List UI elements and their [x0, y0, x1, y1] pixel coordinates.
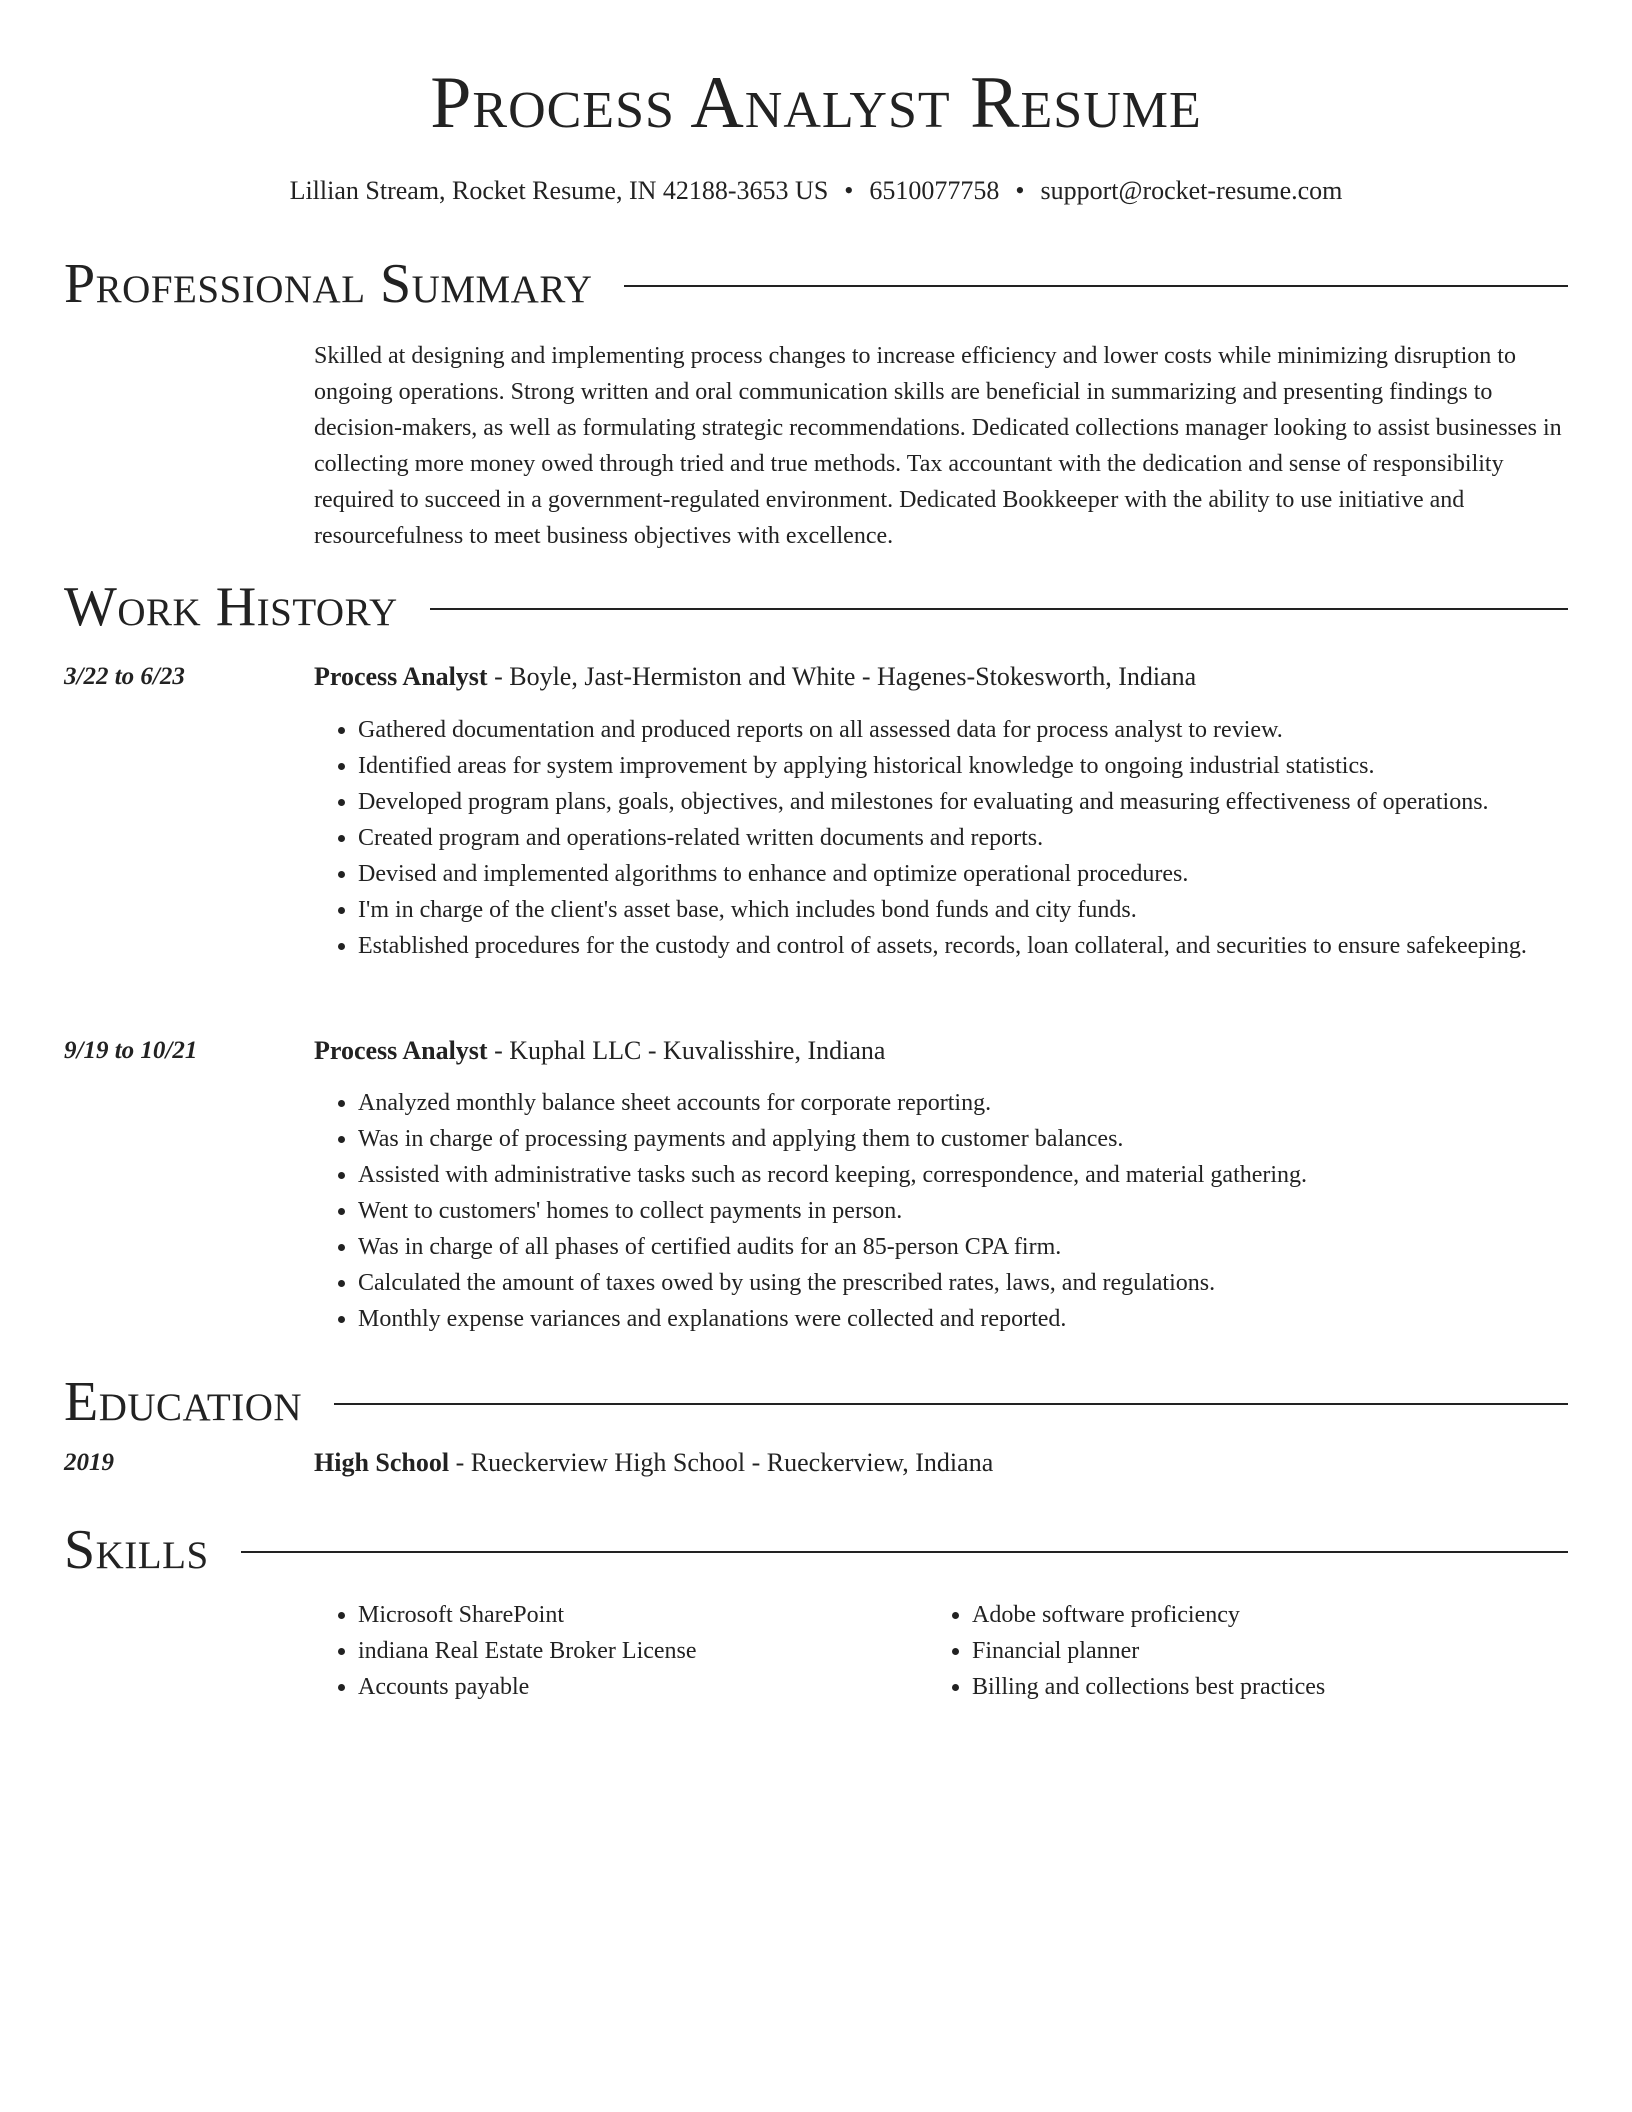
summary-section-header [64, 252, 1568, 316]
list-item: • Was in charge of processing payments and applying them to customer balances. [358, 1121, 1568, 1157]
section-divider [624, 285, 1568, 287]
contact-separator: • [844, 176, 854, 205]
contact-email: support@rocket-resume.com [1040, 176, 1343, 205]
list-item: • Was in charge of all phases of certified audits for an 85-person CPA firm. [358, 1229, 1568, 1265]
job-title: Process Analyst [314, 1036, 488, 1065]
skills-list-right [928, 1597, 1532, 1705]
contact-address: Lillian Stream, Rocket Resume, IN 42188-3653 US [289, 176, 829, 205]
list-item: • Analyzed monthly balance sheet accounts for corporate reporting. [358, 1085, 1568, 1121]
education-degree: High School [314, 1448, 450, 1477]
list-item: • Gathered documentation and produced reports on all assessed data for process analyst to review. [358, 712, 1568, 748]
list-item: • Assisted with administrative tasks such as record keeping, correspondence, and material gathering. [358, 1157, 1568, 1193]
skill-item: • Billing and collections best practices [972, 1669, 1532, 1705]
education-school: - Rueckerview High School - Rueckerview, Indiana [449, 1448, 994, 1477]
job-employer: - Kuphal LLC - Kuvalisshire, Indiana [487, 1036, 886, 1065]
skill-item: • Financial planner [972, 1633, 1532, 1669]
job-title: Process Analyst [314, 662, 488, 691]
skill-item: • Adobe software proficiency [972, 1597, 1532, 1633]
skills-heading: Skills [64, 1519, 209, 1581]
education-heading: Education [64, 1371, 303, 1433]
job-heading [314, 660, 1196, 694]
list-item: • Devised and implemented algorithms to enhance and optimize operational procedures. [358, 856, 1568, 892]
work-heading: Work History [64, 576, 398, 638]
list-item: • I'm in charge of the client's asset base, which includes bond funds and city funds. [358, 892, 1568, 928]
list-item: • Created program and operations-related written documents and reports. [358, 820, 1568, 856]
job-dates: 3/22 to 6/23 [64, 663, 185, 690]
job-heading [314, 1034, 885, 1068]
contact-separator: • [1015, 176, 1025, 205]
list-item: • Established procedures for the custody and control of assets, records, loan collateral, and securities to ensure safekeeping. [358, 928, 1568, 964]
list-item: • Developed program plans, goals, objectives, and milestones for evaluating and measuring effectiveness of operations. [358, 784, 1568, 820]
job-bullets [314, 712, 1568, 964]
summary-text: Skilled at designing and implementing process changes to increase efficiency and lower costs while minimizing disruption to ongoing operations. Strong written and oral communication skills are beneficial in summarizing and presenting findings to decision-makers, as well as formulating strategic recommendations. Dedicated collections manager looking to assist businesses in collecting more money owed through tried and true methods. Tax accountant with the dedication and sense of responsibility required to succeed in a government-regulated environment. Dedicated Bookkeeper with the ability to use initiative and resourcefulness to meet business objectives with excellence. [314, 343, 1562, 549]
list-item: • Monthly expense variances and explanations were collected and reported. [358, 1301, 1568, 1337]
education-section-header [64, 1370, 1568, 1434]
skills-list-left [314, 1597, 918, 1705]
summary-heading: Professional Summary [64, 253, 593, 315]
job-employer: - Boyle, Jast-Hermiston and White - Hagenes-Stokesworth, Indiana [487, 662, 1197, 691]
education-year: 2019 [64, 1449, 114, 1476]
skill-item: • Accounts payable [358, 1669, 918, 1705]
skills-section-header [64, 1518, 1568, 1582]
section-divider [430, 608, 1568, 610]
job-dates: 9/19 to 10/21 [64, 1037, 198, 1064]
job-bullets [314, 1085, 1568, 1337]
education-line [314, 1446, 993, 1480]
work-section-header [64, 575, 1568, 639]
section-divider [334, 1403, 1568, 1405]
skill-item: • indiana Real Estate Broker License [358, 1633, 918, 1669]
page-title: Process Analyst Resume [430, 62, 1202, 144]
contact-phone: 6510077758 [869, 176, 1000, 205]
skill-item: • Microsoft SharePoint [358, 1597, 918, 1633]
list-item: • Went to customers' homes to collect payments in person. [358, 1193, 1568, 1229]
list-item: • Calculated the amount of taxes owed by using the prescribed rates, laws, and regulations. [358, 1265, 1568, 1301]
section-divider [241, 1551, 1568, 1553]
list-item: • Identified areas for system improvement by applying historical knowledge to ongoing industrial statistics. [358, 748, 1568, 784]
contact-line [0, 174, 1632, 208]
